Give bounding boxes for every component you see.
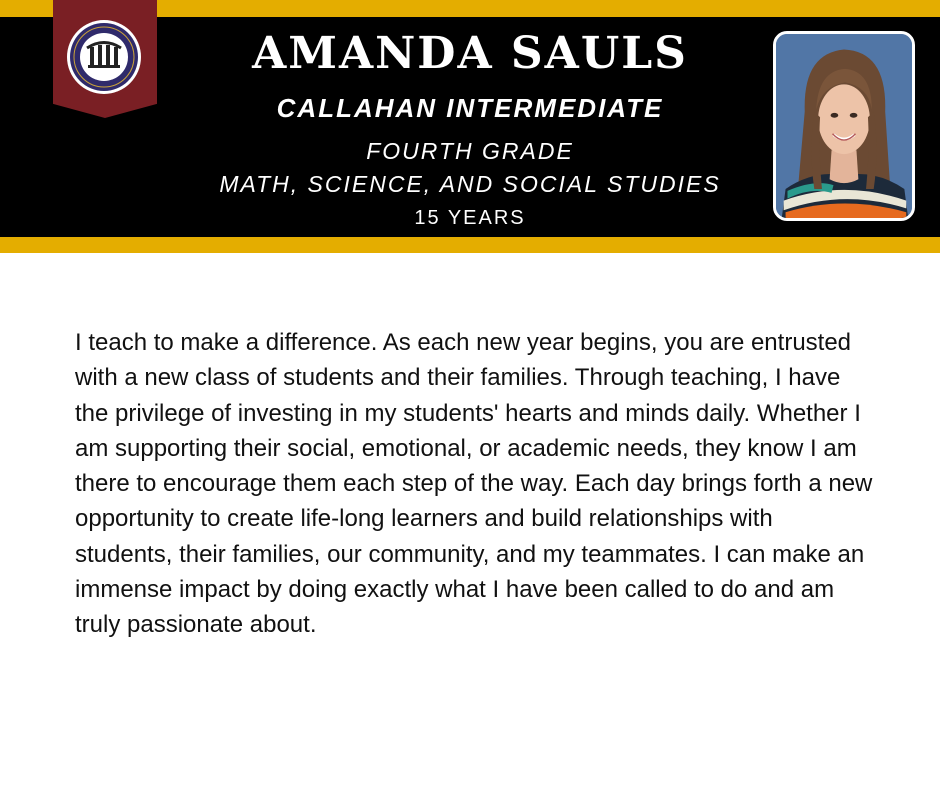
district-seal-icon (66, 19, 142, 95)
school-name: CALLAHAN INTERMEDIATE (276, 93, 664, 123)
teacher-portrait (773, 31, 915, 221)
bottom-gold-stripe (0, 237, 940, 253)
teaching-philosophy: I teach to make a difference. As each new year begins, you are entrusted with a new class of students and their families. Through teaching, I have the privilege of investing in my students' hearts and minds daily. Whether I am supporting their social, emotional, or academic needs, they know I am there to encourage them each step of the way. Each day brings forth a new opportunity to create life-long learners and build relationships with students, their families, our community, and my teammates. I can make an immense impact by doing exactly what I have been called to do and am truly passionate about. (75, 329, 873, 639)
grade-level: FOURTH GRADE (366, 138, 574, 164)
subjects-taught: MATH, SCIENCE, AND SOCIAL STUDIES (219, 171, 721, 197)
teacher-name: AMANDA SAULS (252, 28, 688, 79)
years-of-service: 15 YEARS (414, 207, 526, 229)
